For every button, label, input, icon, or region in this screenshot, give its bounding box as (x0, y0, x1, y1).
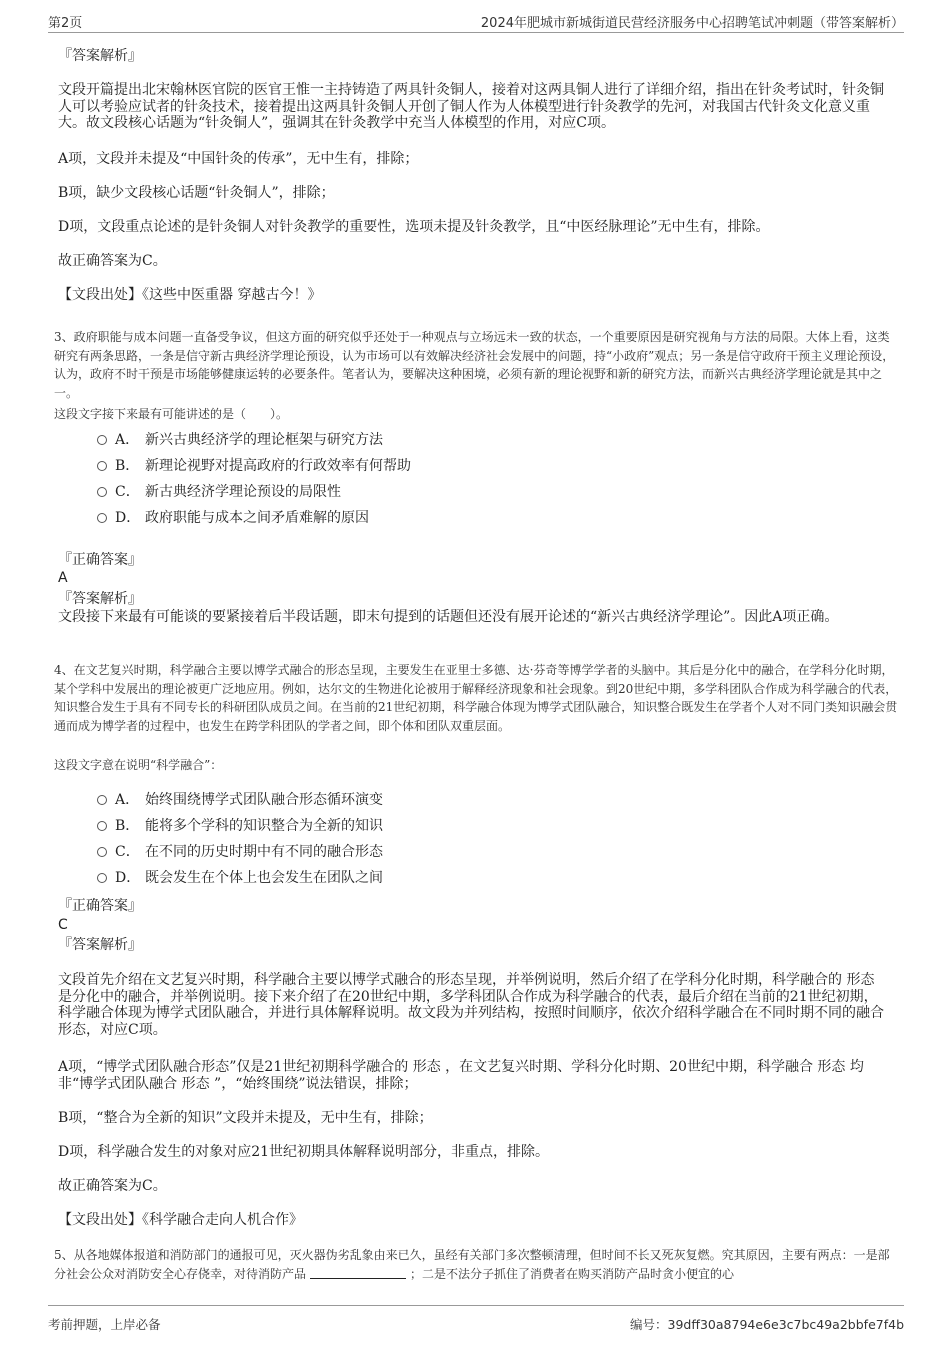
radio-icon[interactable] (97, 847, 107, 857)
q2-analysis-d: D项，文段重点论述的是针灸铜人对针灸教学的重要性，选项未提及针灸教学，且“中医经脉理论”无中生有，排除。 (58, 219, 770, 235)
q3-option-c[interactable]: C． 新古典经济学理论预设的局限性 (97, 484, 341, 500)
footer-slogan: 考前押题，上岸必备 (48, 1317, 161, 1332)
q3-option-b[interactable]: B． 新理论视野对提高政府的行政效率有何帮助 (97, 458, 411, 474)
q3-analysis: 文段接下来最有可能谈的要紧接着后半段话题，即末句提到的话题但还没有展开论述的“新兴古典经济学理论”。因此A项正确。 (58, 609, 839, 625)
q4-analysis-d: D项，科学融合发生的对象对应21世纪初期具体解释说明部分，非重点，排除。 (58, 1144, 550, 1160)
radio-icon[interactable] (97, 821, 107, 831)
radio-icon[interactable] (97, 873, 107, 883)
q4-analysis-b: B项，“整合为全新的知识”文段并未提及，无中生有，排除； (58, 1110, 433, 1126)
q4-option-a[interactable]: A． 始终围绕博学式团队融合形态循环演变 (97, 792, 383, 808)
q2-analysis-a: A项，文段并未提及“中国针灸的传承”，无中生有，排除； (58, 151, 419, 167)
q3-option-d[interactable]: D． 政府职能与成本之间矛盾难解的原因 (97, 510, 369, 526)
q2-analysis-b: B项，缺少文段核心话题“针灸铜人”，排除； (58, 185, 335, 201)
fill-blank[interactable] (310, 1266, 406, 1279)
q2-analysis-main: 文段开篇提出北宋翰林医官院的医官王惟一主持铸造了两具针灸铜人，接着对这两具铜人进行了详细介绍，指出在针灸考试时，针灸铜人可以考验应试者的针灸技术，接着提出这两具针灸铜人开创了铜人作为人体模型进行针灸教学的先河，对我国古代针灸文化意义重大。故文段核心话题为“针灸铜人”，强调其在针灸教学中充当人体模型的作用，对应C项。 (58, 82, 884, 131)
page-footer (48, 1305, 904, 1336)
q4-correct-heading: 『正确答案』 (58, 898, 142, 914)
q3-option-a[interactable]: A． 新兴古典经济学的理论框架与研究方法 (97, 432, 383, 448)
q3-correct-heading: 『正确答案』 (58, 552, 142, 568)
q5-stem (54, 1246, 900, 1283)
q4-option-b[interactable]: B． 能将多个学科的知识整合为全新的知识 (97, 818, 383, 834)
q2-source: 【文段出处】《这些中医重器 穿越古今！》 (58, 287, 322, 303)
page-header (48, 12, 904, 33)
q4-option-d[interactable]: D． 既会发生在个体上也会发生在团队之间 (97, 870, 383, 886)
q4-conclusion: 故正确答案为C。 (58, 1178, 167, 1194)
radio-icon[interactable] (97, 435, 107, 445)
q5-stem-part2: ；二是不法分子抓住了消费者在购买消防产品时贪小便宜的心 (410, 1266, 735, 1281)
q2-analysis-heading: 『答案解析』 (58, 48, 142, 64)
radio-icon[interactable] (97, 795, 107, 805)
footer-serial: 编号：39dff30a8794e6e3c7bc49a2bbfe7f4b (630, 1317, 904, 1332)
q3-stem: 3、政府职能与成本问题一直备受争议，但这方面的研究似乎还处于一种观点与立场远未一致的状态，一个重要原因是研究视角与方法的局限。大体上看，这类研究有两条思路，一条是信守新古典经济学理论预设，认为市场可以有效解决经济社会发展中的问题，持“小政府”观点；另一条是信守政府干预主义理论预设，认为，政府不时干预是市场能够健康运转的必要条件。笔者认为，要解决这种困境，必须有新的理论视野和新的研究方法，而新兴古典经济学理论就是其中之一。 (54, 330, 895, 400)
q3-correct-answer: A (58, 570, 68, 586)
radio-icon[interactable] (97, 487, 107, 497)
document-title: 2024年肥城市新城街道民营经济服务中心招聘笔试冲刺题（带答案解析） (480, 16, 904, 31)
q4-source: 【文段出处】《科学融合走向人机合作》 (58, 1212, 303, 1228)
q4-prompt: 这段文字意在说明“科学融合”： (54, 758, 223, 772)
q3-prompt: 这段文字接下来最有可能讲述的是（ ）。 (54, 407, 289, 421)
q3-analysis-heading: 『答案解析』 (58, 591, 142, 607)
q4-analysis-main: 文段首先介绍在文艺复兴时期，科学融合主要以博学式融合的形态呈现，并举例说明，然后介绍了在学科分化时期，科学融合的 形态 是分化中的融合，并举例说明。接下来介绍了在20世纪中期，多学科团队合作成为科学融合的代表，最后介绍在当前的21世纪初期，科学融合体现为博学式团队融合，并进行具体解释说明。故文段为并列结构，按照时间顺序，依次介绍科学融合在不同时期不同的融合形态，对应C项。 (58, 972, 884, 1038)
q4-analysis-a: A项，“博学式团队融合形态”仅是21世纪初期科学融合的 形态 ，在文艺复兴时期、学科分化时期、20世纪中期，科学融合 形态 均非“博学式团队融合 形态 ”，“始终围绕”说法错误，排除； (58, 1059, 864, 1092)
radio-icon[interactable] (97, 513, 107, 523)
page-number: 第2页 (48, 16, 83, 31)
q4-analysis-heading: 『答案解析』 (58, 937, 142, 953)
q4-option-c[interactable]: C． 在不同的历史时期中有不同的融合形态 (97, 844, 383, 860)
q4-correct-answer: C (58, 917, 68, 933)
q4-stem: 4、在文艺复兴时期，科学融合主要以博学式融合的形态呈现，主要发生在亚里士多德、达·芬奇等博学学者的头脑中。其后是分化中的融合，在学科分化时期，某个学科中发展出的理论被更广泛地应用。例如，达尔文的生物进化论被用于解释经济现象和社会现象。到20世纪中期，多学科团队合作成为科学融合的代表，知识整合发生于具有不同专长的科研团队成员之间。在当前的21世纪初期，科学融合体现为博学式团队融合，知识整合既发生在学者个人对不同门类知识融会贯通而成为博学者的过程中，也发生在跨学科团队的学者之间，即个体和团队双重层面。 (54, 663, 898, 733)
q2-conclusion: 故正确答案为C。 (58, 253, 167, 269)
q5-stem-part1: 5、从各地媒体报道和消防部门的通报可见，灭火器伪劣乱象由来已久，虽经有关部门多次整顿清理，但时间不长又死灰复燃。究其原因，主要有两点：一是部分社会公众对消防安全心存侥幸，对待消防产品 (54, 1248, 890, 1281)
radio-icon[interactable] (97, 461, 107, 471)
